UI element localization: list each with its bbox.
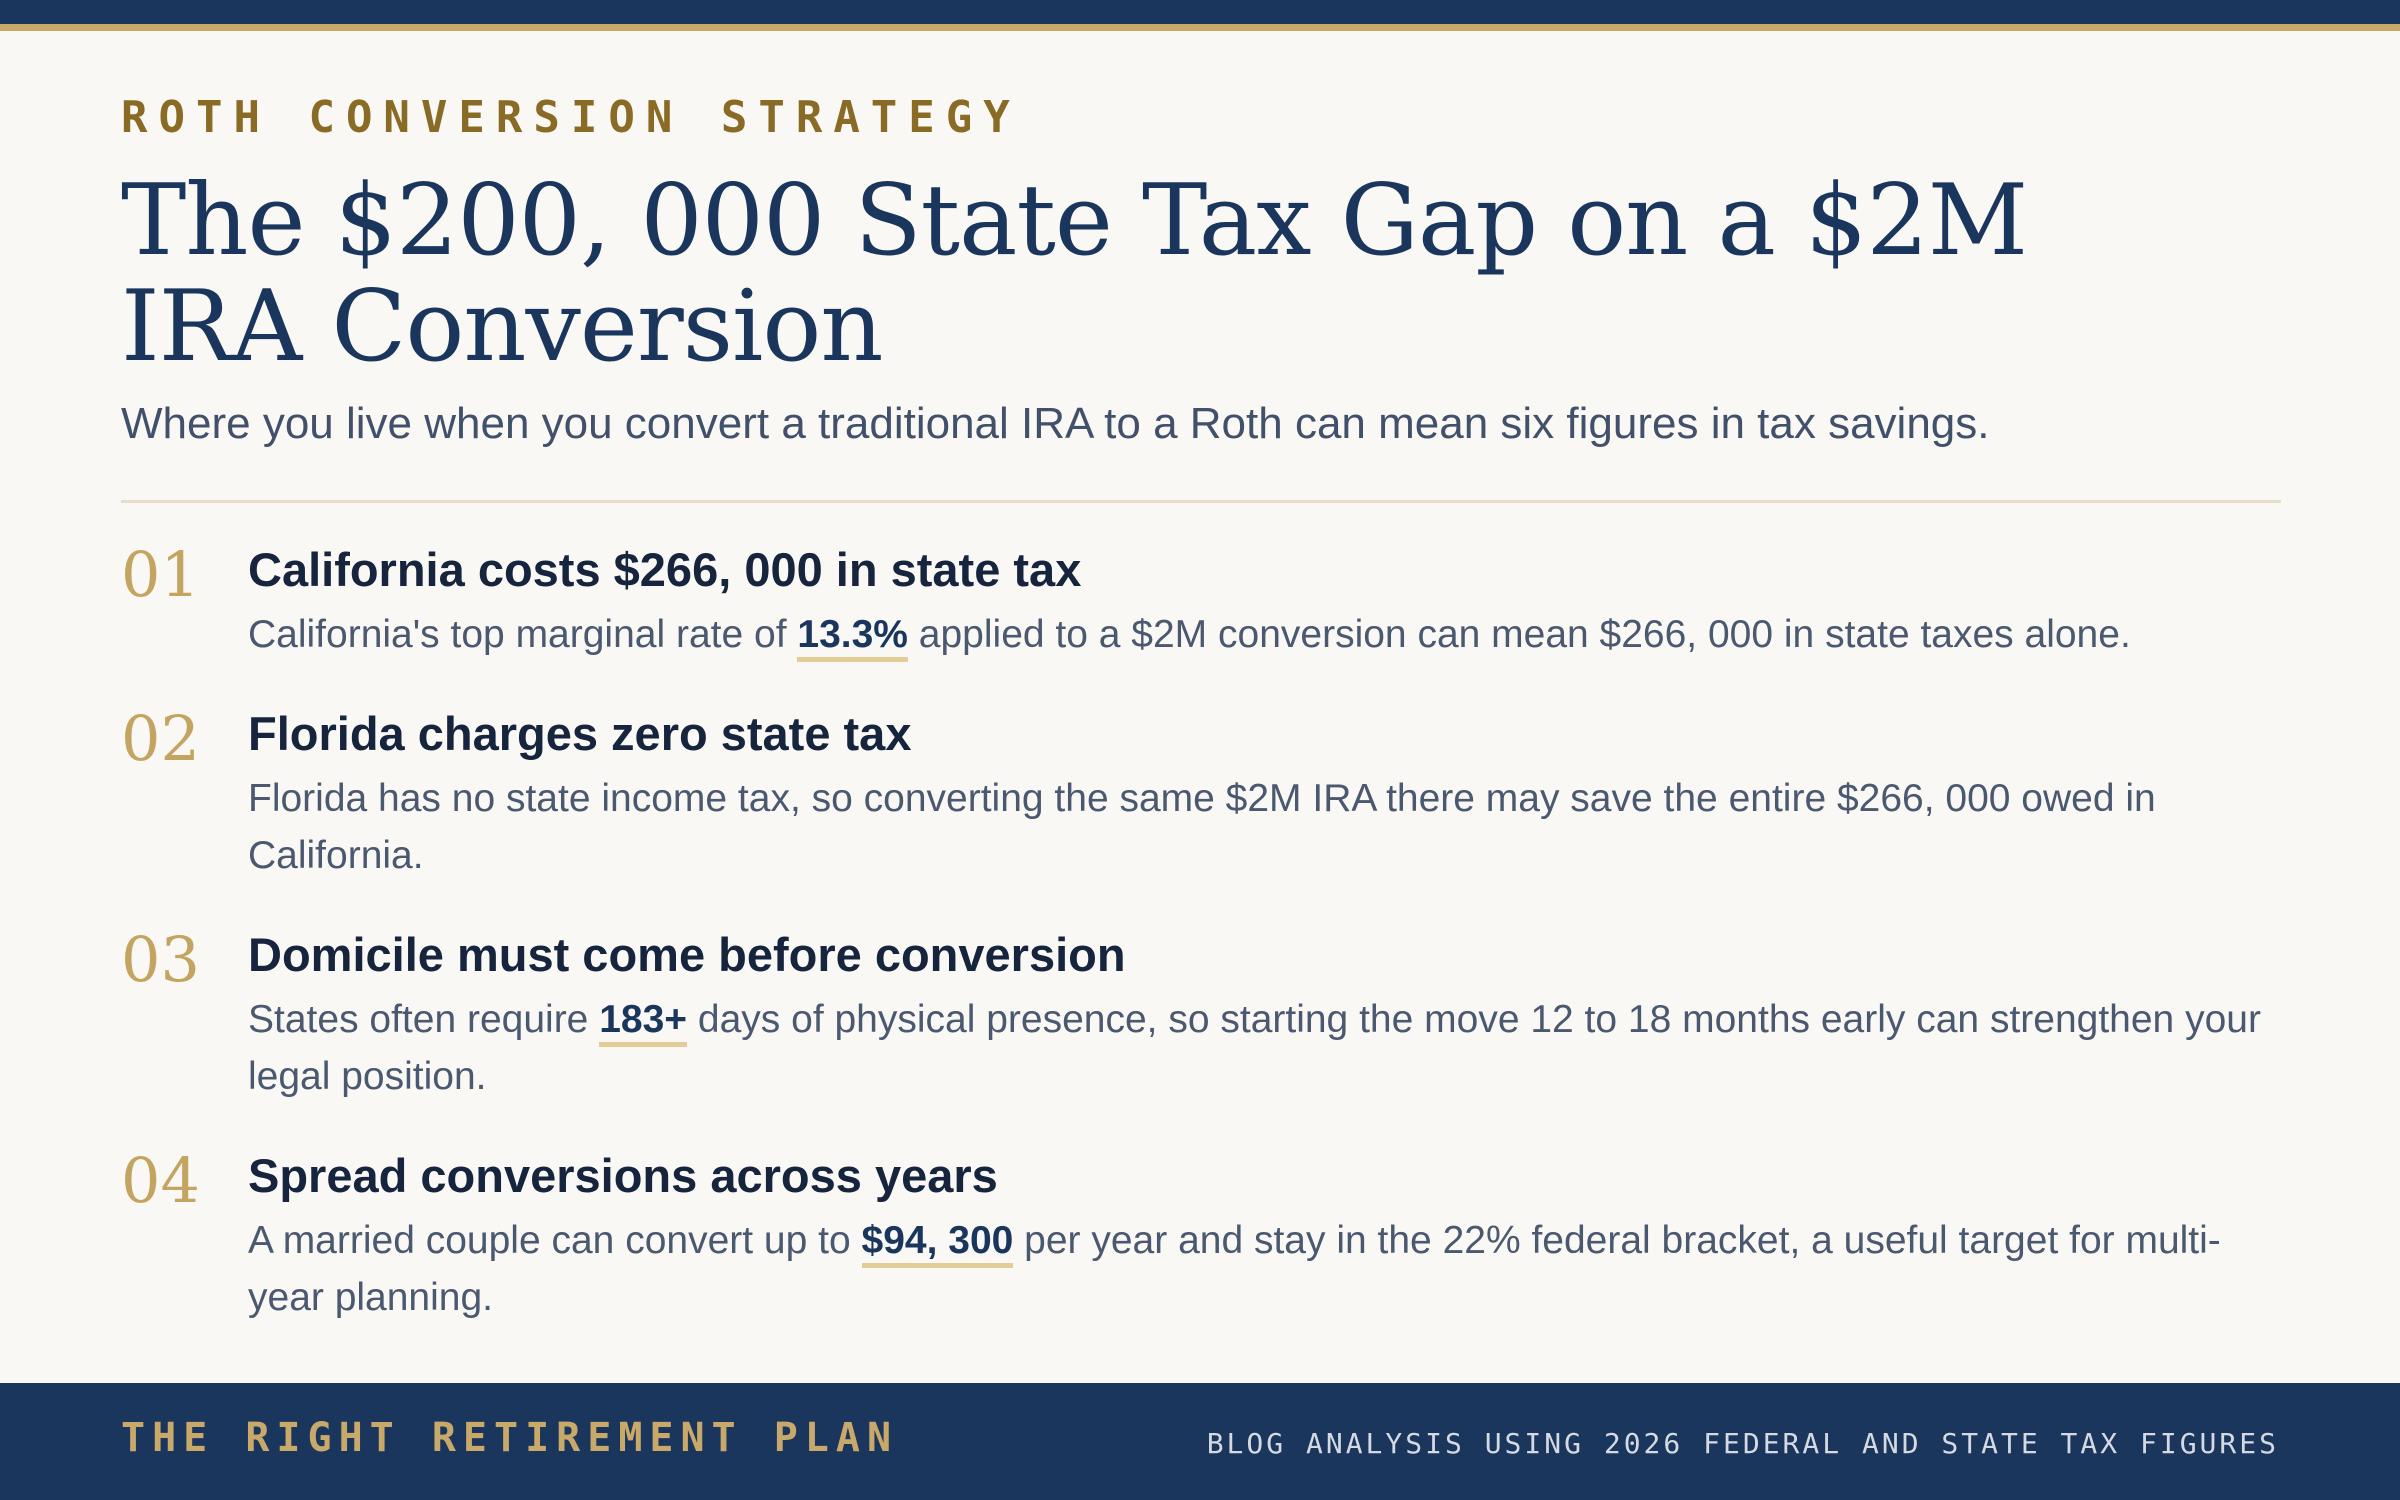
item-text [248,606,2288,663]
highlight-value: 183+ [599,998,687,1047]
item-text-after: days of physical presence, so starting the move 12 to 18 months early can strengthen your legal position. [248,998,2261,1098]
item-body [248,540,2288,663]
top-accent-rule [0,24,2400,31]
footer-brand: THE RIGHT RETIREMENT PLAN [121,1415,899,1461]
highlight-value: 13.3% [797,613,908,662]
eyebrow-label: ROTH CONVERSION STRATEGY [121,92,1021,143]
header-divider [121,500,2281,503]
item-title: California costs $266, 000 in state tax [248,543,1082,596]
item-body [248,925,2288,1105]
top-bar [0,0,2400,24]
item-number: 04 [121,1144,200,1217]
item-body [248,704,2288,884]
page-title: The $200, 000 State Tax Gap on a $2M IRA Conversion [121,164,2028,384]
item-body [248,1146,2288,1326]
item-text-before: A married couple can convert up to [248,1219,862,1262]
item-text: Florida has no state income tax, so converting the same $2M IRA there may save the entire $266, 000 owed in California. [248,777,2156,877]
item-text-after: applied to a $2M conversion can mean $266, 000 in state taxes alone. [907,613,2131,656]
highlight-value: $94, 300 [862,1219,1014,1268]
item-title: Domicile must come before conversion [248,928,1126,981]
item-number: 02 [121,702,200,775]
footer-bar [0,1383,2400,1500]
page-subtitle: Where you live when you convert a traditional IRA to a Roth can mean six figures in tax savings. [121,399,1990,448]
item-text [248,1212,2288,1326]
item-number: 03 [121,923,200,996]
item-number: 01 [121,538,200,611]
item-text-before: California's top marginal rate of [248,613,798,656]
item-title: Florida charges zero state tax [248,707,912,760]
footer-note: BLOG ANALYSIS USING 2026 FEDERAL AND STATE TAX FIGURES [1206,1427,2279,1460]
item-title: Spread conversions across years [248,1149,998,1202]
item-text-before: States often require [248,998,600,1041]
item-text [248,991,2288,1105]
item-text-after: per year and stay in the 22% federal bracket, a useful target for multi-year planning. [248,1219,2221,1319]
